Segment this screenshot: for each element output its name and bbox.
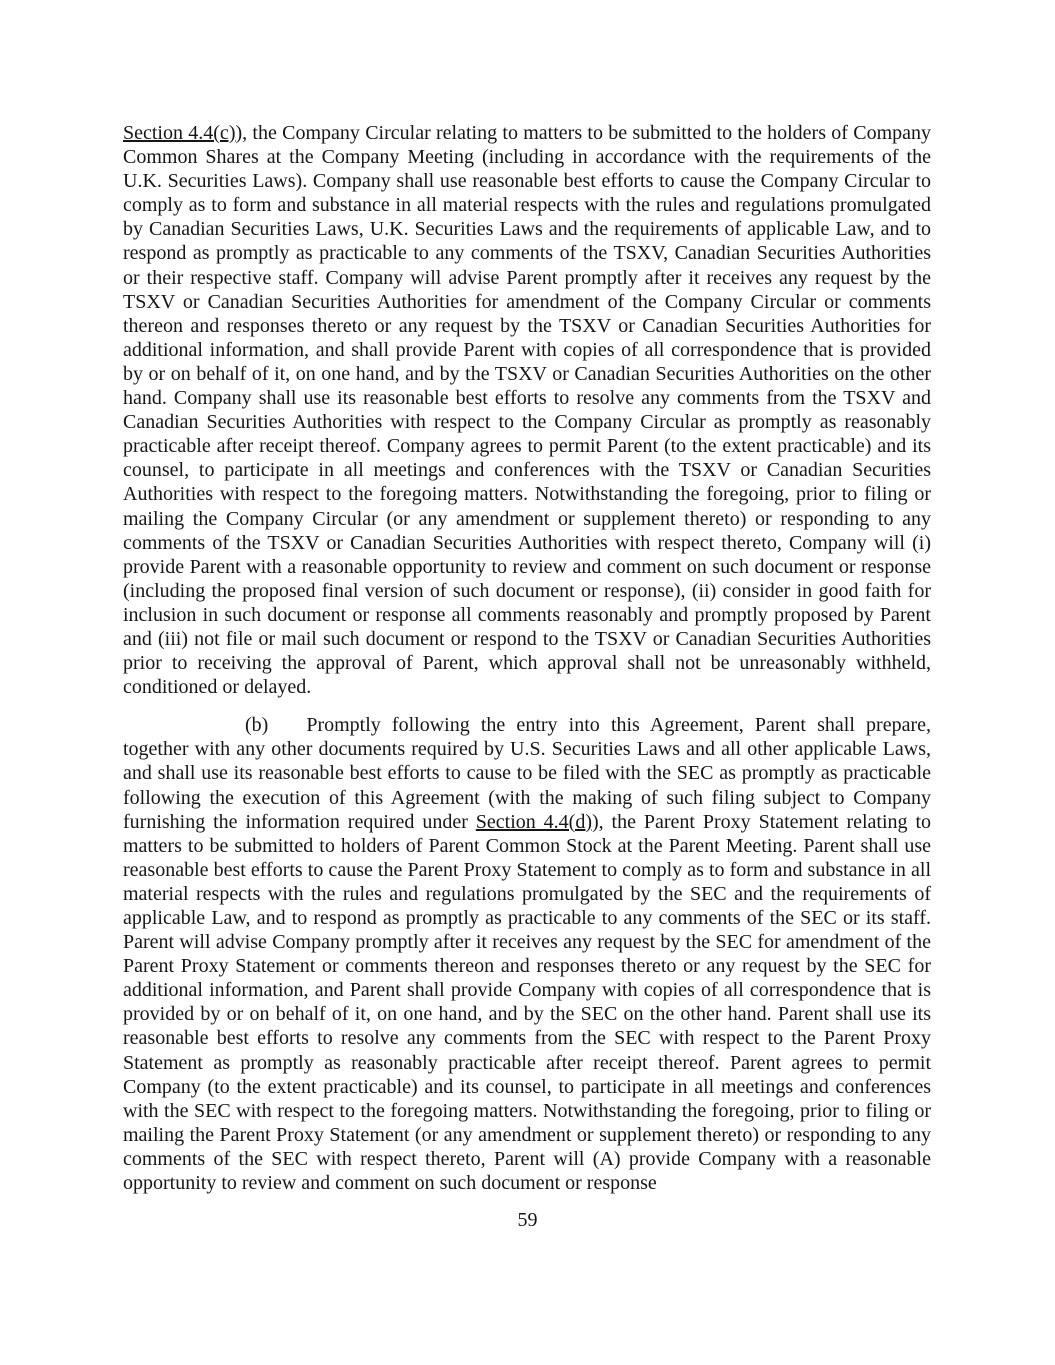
paragraph-b-text-2: ), the Parent Proxy Statement relating to matters to be submitted to holders of Parent Common Stock at the Parent Meeting. Parent shall use reasonable best efforts to cause the Parent Proxy Statement to comply as to form and substance in all material respects with the rules and regulations promulgated by the SEC and the requirements of applicable Law, and to respond as promptly as practicable to any comments of the SEC or its staff. Parent will advise Company promptly after it receives any request by the SEC for amendment of the Parent Proxy Statement or comments thereon and responses thereto or any request by the SEC for additional information, and Parent shall provide Company with copies of all correspondence that is provided by or on behalf of it, on one hand, and by the SEC on the other hand. Parent shall use its reasonable best efforts to resolve any comments from the SEC with respect to the Parent Proxy Statement as promptly as reasonably practicable after receipt thereof. Parent agrees to permit Company (to the extent practicable) and its counsel, to participate in all meetings and conferences with the SEC with respect to the foregoing matters. Notwithstanding the foregoing, prior to filing or mailing the Parent Proxy Statement (or any amendment or supplement thereto) or responding to any comments of the SEC with respect thereto, Parent will (A) provide Company with a reasonable opportunity to review and comment on such document or response [123,810,931,1195]
paragraph-section-4-4-c [123,121,931,699]
page-number: 59 [517,1209,538,1231]
section-4-4-c-link[interactable]: Section 4.4(c) [123,122,236,144]
paragraph-b-text-1: Promptly following the entry into this Agreement, Parent shall prepare, together with any other documents required by U.S. Securities Laws and all other applicable Laws, and shall use its reasonable best efforts to cause to be filed with the SEC as promptly as practicable following the execution of this Agreement (with the making of such filing subject to Company furnishing the information required under [123,714,931,833]
paragraph-b [123,713,931,1195]
document-body [123,121,931,1195]
paragraph-a-text: ), the Company Circular relating to matters to be submitted to the holders of Company Common Shares at the Company Meeting (including in accordance with the requirements of the U.K. Securities Laws). Company shall use reasonable best efforts to cause the Company Circular to comply as to form and substance in all material respects with the rules and regulations promulgated by Canadian Securities Laws, U.K. Securities Laws and the requirements of applicable Law, and to respond as promptly as practicable to any comments of the TSXV, Canadian Securities Authorities or their respective staff. Company will advise Parent promptly after it receives any request by the TSXV or Canadian Securities Authorities for amendment of the Company Circular or comments thereon and responses thereto or any request by the TSXV or Canadian Securities Authorities for additional information, and shall provide Parent with copies of all correspondence that is provided by or on behalf of it, on one hand, and by the TSXV or Canadian Securities Authorities on the other hand. Company shall use its reasonable best efforts to resolve any comments from the TSXV and Canadian Securities Authorities with respect to the Company Circular as promptly as reasonably practicable after receipt thereof. Company agrees to permit Parent (to the extent practicable) and its counsel, to participate in all meetings and conferences with the TSXV or Canadian Securities Authorities with respect to the foregoing matters. Notwithstanding the foregoing, prior to filing or mailing the Company Circular (or any amendment or supplement thereto) or responding to any comments of the TSXV or Canadian Securities Authorities with respect thereto, Company will (i) provide Parent with a reasonable opportunity to review and comment on such document or response (including the proposed final version of such document or response), (ii) consider in good faith for inclusion in such document or response all comments reasonably and promptly proposed by Parent and (iii) not file or mail such document or respond to the TSXV or Canadian Securities Authorities prior to receiving the approval of Parent, which approval shall not be unreasonably withheld, conditioned or delayed. [123,122,932,699]
section-4-4-d-link[interactable]: Section 4.4(d) [475,810,592,833]
paragraph-b-label: (b) [245,714,269,737]
